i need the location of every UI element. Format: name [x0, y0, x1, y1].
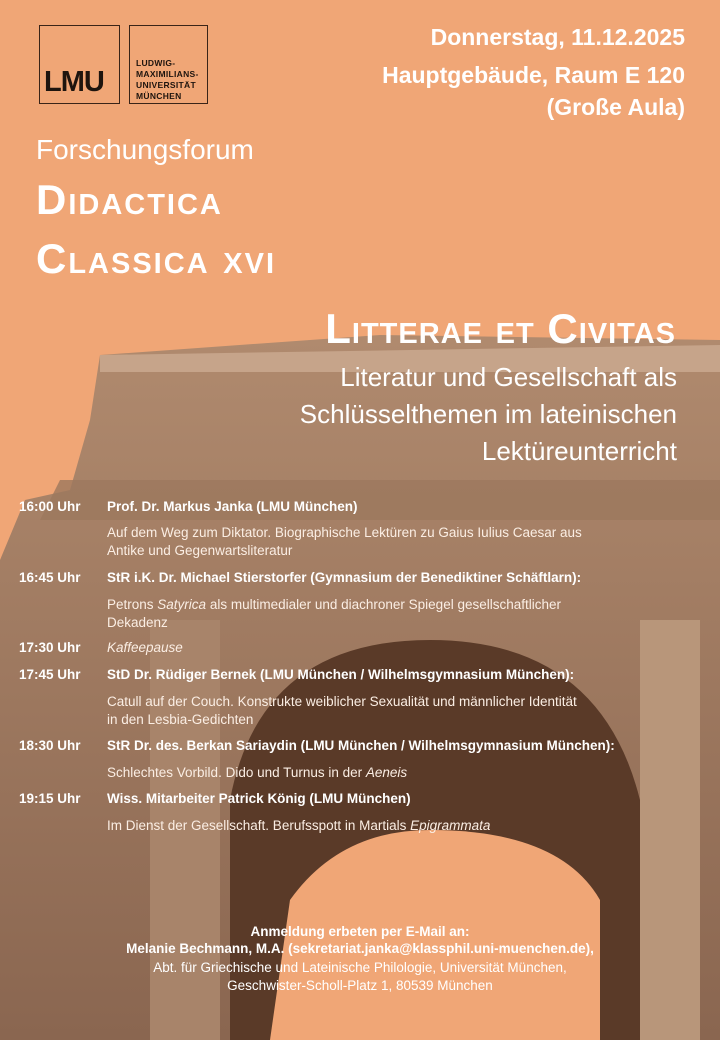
program-item — [19, 791, 411, 806]
time: 18:30 Uhr — [19, 738, 81, 753]
lmu-logo-name — [129, 25, 208, 104]
title-kicker: Forschungsforum — [36, 134, 254, 165]
talk-text: Im Dienst der Gesellschaft. Berufsspott in Martials — [107, 818, 411, 833]
event-room: (Große Aula) — [546, 94, 685, 120]
talk-line: Auf dem Weg zum Diktator. Biographische Lektüren zu Gaius Iulius Caesar aus — [107, 525, 582, 540]
speaker: Wiss. Mitarbeiter Patrick König (LMU München) — [107, 791, 411, 806]
theme-subtitle: Schlüsselthemen im lateinischen — [299, 399, 677, 429]
program-item — [19, 738, 615, 753]
registration-contact[interactable]: Melanie Bechmann, M.A. (sekretariat.janka@klassphil.uni-muenchen.de), — [126, 941, 594, 956]
program-item — [19, 640, 183, 655]
time: 16:00 Uhr — [19, 499, 81, 514]
logo-line: MAXIMILIANS- — [136, 69, 199, 79]
theme-subtitle: Literatur und Gesellschaft als — [340, 362, 677, 392]
talk-title — [107, 764, 407, 782]
work-title: Aeneis — [365, 765, 408, 780]
speaker: StD Dr. Rüdiger Bernek (LMU München / Wilhelmsgymnasium München): — [107, 667, 575, 682]
talk-title — [107, 524, 582, 560]
program-item — [19, 570, 581, 585]
talk-line: Catull auf der Couch. Konstrukte weiblicher Sexualität und männlicher Identität — [107, 694, 577, 709]
registration-address: Geschwister-Scholl-Platz 1, 80539 München — [227, 978, 493, 993]
talk-title — [107, 596, 561, 632]
logo-line: MÜNCHEN — [136, 91, 182, 101]
break-label: Kaffeepause — [107, 640, 183, 655]
talk-text: Petrons — [107, 597, 158, 612]
talk-title — [107, 693, 577, 729]
work-title: Epigrammata — [410, 818, 491, 833]
time: 16:45 Uhr — [19, 570, 81, 585]
event-location: Hauptgebäude, Raum E 120 — [382, 62, 685, 88]
logo-line: LUDWIG- — [136, 58, 176, 68]
lmu-logo-mark — [39, 25, 120, 104]
title-line1: Didactica — [36, 176, 223, 223]
talk-text: Dekadenz — [107, 615, 168, 630]
speaker: Prof. Dr. Markus Janka (LMU München) — [107, 499, 358, 514]
work-title: Satyrica — [157, 597, 207, 612]
speaker: StR i.K. Dr. Michael Stierstorfer (Gymnasium der Benediktiner Schäftlarn): — [107, 570, 582, 585]
logo-line: UNIVERSITÄT — [136, 80, 196, 90]
registration-heading: Anmeldung erbeten per E-Mail an: — [250, 924, 470, 939]
program-item — [19, 499, 358, 514]
talk-text: Schlechtes Vorbild. Dido und Turnus in der — [107, 765, 366, 780]
time: 17:45 Uhr — [19, 667, 81, 682]
talk-text: als multimedialer und diachroner Spiegel gesellschaftlicher — [206, 597, 561, 612]
theme-subtitle: Lektüreunterricht — [481, 436, 677, 466]
theme-title: Litterae et Civitas — [325, 305, 676, 352]
time: 19:15 Uhr — [19, 791, 81, 806]
talk-line: in den Lesbia-Gedichten — [107, 712, 254, 727]
time: 17:30 Uhr — [19, 640, 81, 655]
event-date: Donnerstag, 11.12.2025 — [430, 24, 685, 50]
program-item — [19, 667, 574, 682]
title-line2: Classica xvi — [36, 235, 277, 282]
talk-title — [107, 817, 490, 835]
logo-text: LMU — [44, 66, 104, 98]
speaker: StR Dr. des. Berkan Sariaydin (LMU München / Wilhelmsgymnasium München): — [107, 738, 615, 753]
talk-line: Antike und Gegenwartsliteratur — [107, 543, 293, 558]
registration-department: Abt. für Griechische und Lateinische Philologie, Universität München, — [153, 960, 567, 975]
